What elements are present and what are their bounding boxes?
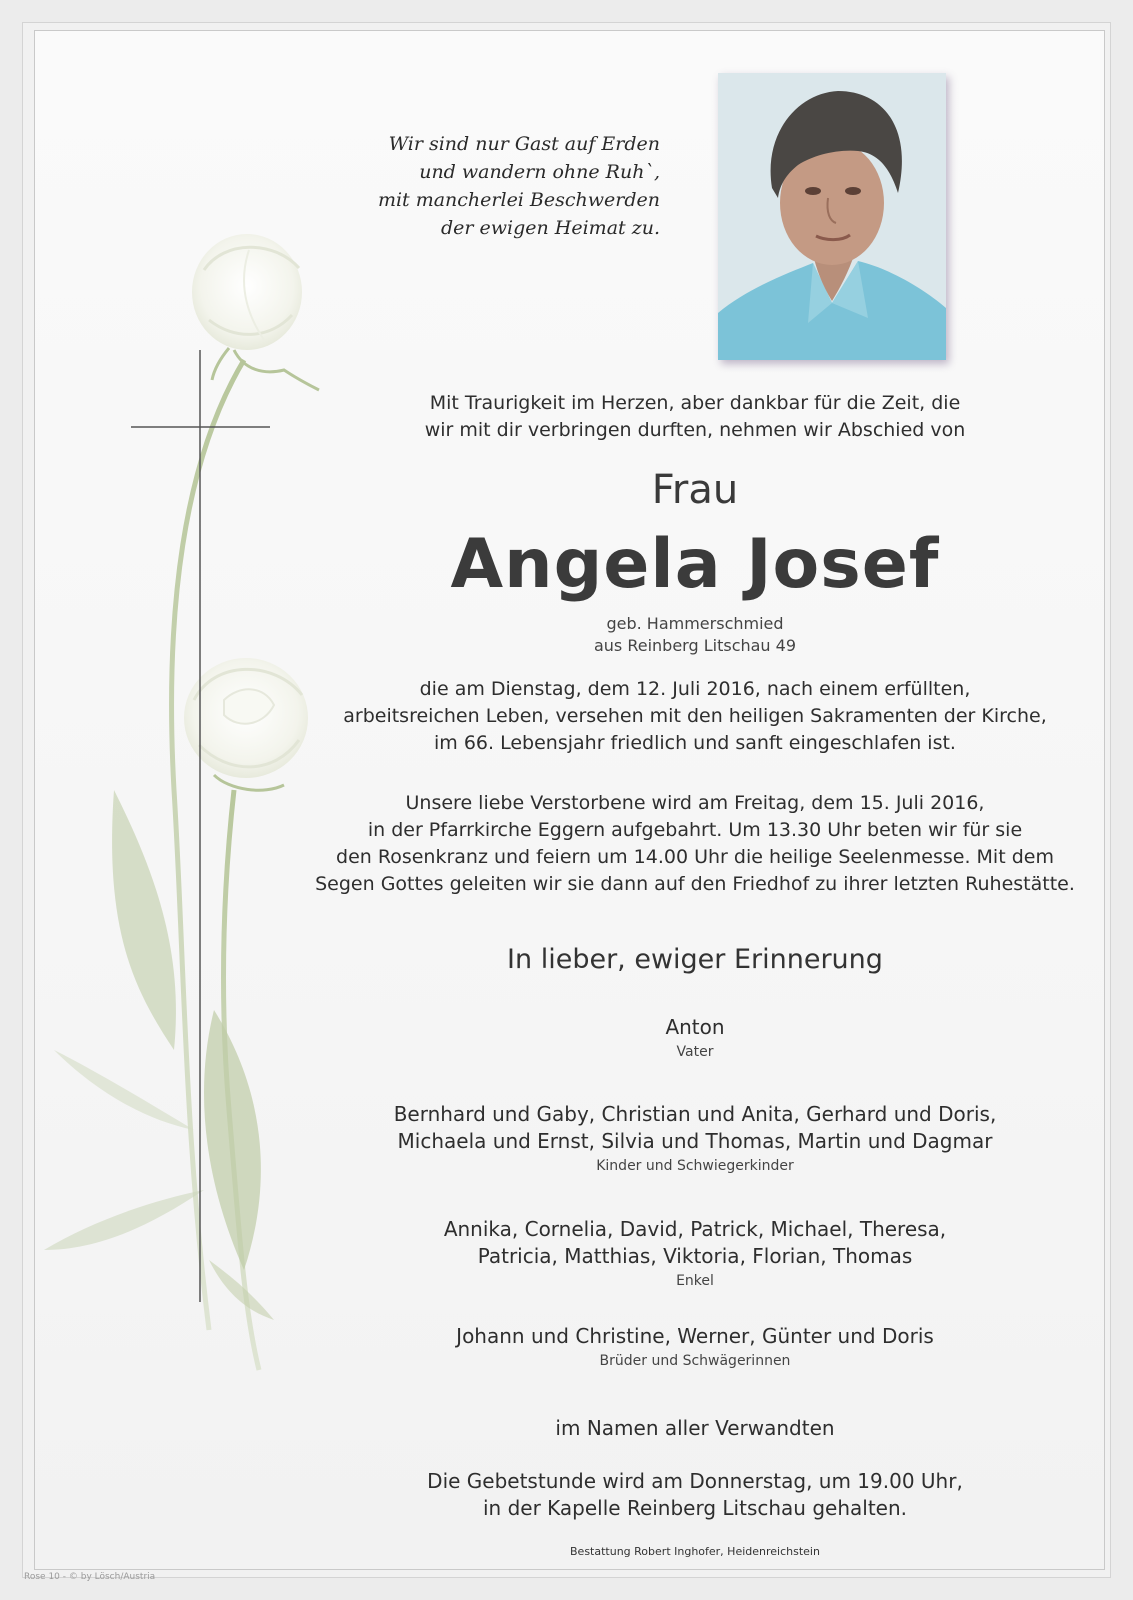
mourner-group — [310, 1323, 1080, 1372]
paragraph-line: in der Pfarrkirche Eggern aufgebahrt. Um 13.30 Uhr beten wir für sie — [367, 819, 1023, 841]
paragraph-line: im 66. Lebensjahr friedlich und sanft eingeschlafen ist. — [434, 732, 956, 754]
death-notice-paragraph — [310, 676, 1080, 757]
verse-line: und wandern ohne Ruh`, — [419, 161, 660, 183]
rose-bloom-icon — [192, 234, 302, 350]
mourner-names: Johann und Christine, Werner, Günter und Doris — [456, 1324, 934, 1348]
prayer-notice — [310, 1468, 1080, 1522]
mourner-role: Vater — [676, 1044, 714, 1060]
mourner-names: Annika, Cornelia, David, Patrick, Michael, Theresa, — [443, 1217, 947, 1241]
sepal-icon — [212, 348, 229, 380]
mourner-names: Anton — [665, 1015, 725, 1039]
verse-line: der ewigen Heimat zu. — [441, 217, 660, 239]
leaf-icon — [204, 1010, 261, 1270]
mourner-names: Michaela und Ernst, Silvia und Thomas, Martin und Dagmar — [397, 1129, 993, 1153]
deceased-details — [310, 613, 1080, 657]
leaf-icon — [54, 1050, 194, 1130]
birth-name: geb. Hammerschmied — [606, 614, 784, 633]
paragraph-line: den Rosenkranz und feiern um 14.00 Uhr die heilige Seelenmesse. Mit dem — [336, 846, 1054, 868]
portrait-photo — [718, 73, 946, 360]
deceased-title: Frau — [651, 467, 739, 513]
mourner-names: Bernhard und Gaby, Christian und Anita, Gerhard und Doris, — [393, 1102, 997, 1126]
prayer-line: Die Gebetstunde wird am Donnerstag, um 19.00 Uhr, — [427, 1469, 963, 1493]
paragraph-line: die am Dienstag, dem 12. Juli 2016, nach einem erfüllten, — [419, 678, 971, 700]
sepal-icon — [234, 350, 319, 390]
rose-bloom-icon — [184, 658, 308, 790]
prayer-line: in der Kapelle Reinberg Litschau gehalten. — [482, 1496, 907, 1520]
mourner-group — [310, 1101, 1080, 1177]
paragraph-line: arbeitsreichen Leben, versehen mit den heiligen Sakramenten der Kirche, — [343, 705, 1047, 727]
mourner-names: Patricia, Matthias, Viktoria, Florian, Thomas — [477, 1244, 913, 1268]
mourner-role: Enkel — [676, 1273, 714, 1289]
relatives-line: im Namen aller Verwandten — [555, 1416, 835, 1440]
mourner-group — [310, 1216, 1080, 1292]
roses-with-cross-decoration — [34, 230, 334, 1390]
mourner-group — [310, 1014, 1080, 1063]
mourner-role: Kinder und Schwiegerkinder — [596, 1158, 794, 1174]
verse-line: Wir sind nur Gast auf Erden — [388, 133, 660, 155]
deceased-name: Angela Josef — [450, 525, 940, 604]
footer-credit: Rose 10 - © by Lösch/Austria — [24, 1572, 156, 1582]
verse-block — [330, 130, 660, 242]
origin-address: aus Reinberg Litschau 49 — [593, 636, 797, 655]
intro-text — [310, 390, 1080, 444]
person-portrait-icon — [718, 73, 946, 360]
intro-line: wir mit dir verbringen durften, nehmen wir Abschied von — [424, 419, 966, 441]
paragraph-line: Unsere liebe Verstorbene wird am Freitag, dem 15. Juli 2016, — [405, 792, 985, 814]
memory-heading: In lieber, ewiger Erinnerung — [507, 944, 883, 975]
leaf-icon — [112, 790, 176, 1050]
leaf-icon — [44, 1190, 204, 1250]
funeral-details-paragraph — [310, 790, 1080, 898]
mourner-role: Brüder und Schwägerinnen — [599, 1353, 791, 1369]
intro-line: Mit Traurigkeit im Herzen, aber dankbar für die Zeit, die — [429, 392, 961, 414]
paragraph-line: Segen Gottes geleiten wir sie dann auf den Friedhof zu ihrer letzten Ruhestätte. — [315, 873, 1075, 895]
verse-line: mit mancherlei Beschwerden — [377, 189, 660, 211]
undertaker-credit: Bestattung Robert Inghofer, Heidenreichstein — [570, 1545, 820, 1558]
